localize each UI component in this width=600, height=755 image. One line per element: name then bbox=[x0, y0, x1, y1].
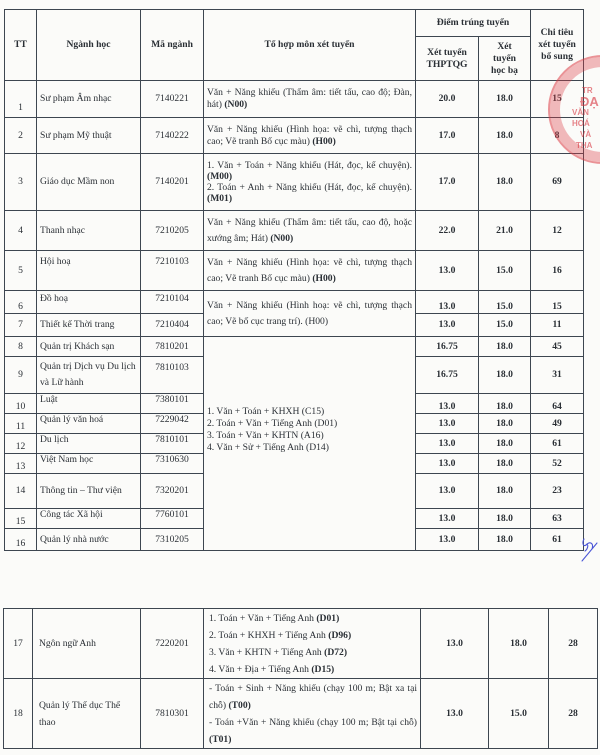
table-row bbox=[5, 118, 584, 154]
header-combo: Tổ hợp môn xét tuyển bbox=[204, 10, 416, 81]
table-row bbox=[5, 337, 584, 357]
row-tt: 16 bbox=[5, 529, 37, 551]
row-quota: 23 bbox=[531, 474, 584, 509]
row-quota: 16 bbox=[531, 251, 584, 291]
row-code: 7310205 bbox=[141, 529, 204, 551]
row-score-thptqg: 17.0 bbox=[416, 154, 479, 211]
row-score-hocba: 15.0 bbox=[479, 251, 531, 291]
row-tt: 8 bbox=[5, 337, 37, 357]
row-tt: 15 bbox=[5, 509, 37, 529]
row-score-thptqg: 13.0 bbox=[416, 509, 479, 529]
row-major: Quản trị Khách sạn bbox=[37, 337, 141, 357]
row-major: Sư phạm Mỹ thuật bbox=[37, 118, 141, 154]
header-score-thptqg: Xét tuyển THPTQG bbox=[416, 37, 479, 81]
row-quota: 28 bbox=[549, 609, 598, 679]
table-row bbox=[5, 211, 584, 251]
row-score-thptqg: 13.0 bbox=[416, 291, 479, 314]
row-tt: 17 bbox=[4, 609, 33, 679]
row-score-thptqg: 13.0 bbox=[416, 414, 479, 434]
table-row bbox=[5, 251, 584, 291]
row-tt: 13 bbox=[5, 454, 37, 474]
row-major: Hội hoạ bbox=[37, 251, 141, 291]
row-score-thptqg: 13.0 bbox=[421, 609, 489, 679]
row-score-hocba: 18.0 bbox=[479, 394, 531, 414]
header-major: Ngành học bbox=[37, 10, 141, 81]
row-code: 7140221 bbox=[141, 81, 204, 118]
row-tt: 14 bbox=[5, 474, 37, 509]
row-quota: 69 bbox=[531, 154, 584, 211]
table-row bbox=[5, 81, 584, 118]
row-score-hocba: 18.0 bbox=[479, 474, 531, 509]
table-row bbox=[5, 154, 584, 211]
row-quota: 12 bbox=[531, 211, 584, 251]
row-quota: 64 bbox=[531, 394, 584, 414]
row-major: Thông tin – Thư viện bbox=[37, 474, 141, 509]
row-code: 7810101 bbox=[141, 434, 204, 454]
row-major: Thiết kế Thời trang bbox=[37, 314, 141, 337]
row-combo: - Toán + Sinh + Năng khiếu (chạy 100 m; Bật xa tại chỗ) (T00) - Toán +Văn + Năng khiếu (chạy 100 m; Bật tại chỗ) (T01) bbox=[204, 679, 421, 749]
row-code: 7380101 bbox=[141, 394, 204, 414]
row-major: Sư phạm Âm nhạc bbox=[37, 81, 141, 118]
row-combo-shared-h00: Văn + Năng khiếu (Hình hoạ: vẽ chì, tượng thạch cao; Vẽ bố cục trang trí). (H00) bbox=[204, 291, 416, 337]
table-row bbox=[4, 679, 598, 749]
row-code: 7760101 bbox=[141, 509, 204, 529]
row-major: Đồ hoạ bbox=[37, 291, 141, 314]
row-major: Luật bbox=[37, 394, 141, 414]
row-quota: 15 bbox=[531, 81, 584, 118]
row-major: Quản lý văn hoá bbox=[37, 414, 141, 434]
row-tt: 10 bbox=[5, 394, 37, 414]
row-code: 7220201 bbox=[141, 609, 204, 679]
row-score-hocba: 15.0 bbox=[479, 291, 531, 314]
header-code: Mã ngành bbox=[141, 10, 204, 81]
row-score-hocba: 18.0 bbox=[479, 118, 531, 154]
row-quota: 61 bbox=[531, 529, 584, 551]
header-tt: TT bbox=[5, 10, 37, 81]
row-quota: 11 bbox=[531, 314, 584, 337]
row-code: 7810301 bbox=[141, 679, 204, 749]
row-score-thptqg: 13.0 bbox=[416, 474, 479, 509]
row-quota: 61 bbox=[531, 434, 584, 454]
table-row bbox=[4, 609, 598, 679]
row-score-hocba: 18.0 bbox=[479, 357, 531, 394]
table-row bbox=[5, 291, 584, 314]
row-score-hocba: 18.0 bbox=[479, 337, 531, 357]
row-score-hocba: 18.0 bbox=[489, 609, 549, 679]
official-stamp-text: TR ĐẠ VĂN HOÁ VÀ THA bbox=[572, 86, 599, 150]
row-score-thptqg: 13.0 bbox=[416, 251, 479, 291]
row-quota: 15 bbox=[531, 291, 584, 314]
row-score-thptqg: 13.0 bbox=[416, 454, 479, 474]
row-major: Ngôn ngữ Anh bbox=[33, 609, 141, 679]
row-code: 7140201 bbox=[141, 154, 204, 211]
row-score-thptqg: 13.0 bbox=[416, 314, 479, 337]
row-code: 7810103 bbox=[141, 357, 204, 394]
row-score-thptqg: 13.0 bbox=[416, 434, 479, 454]
row-code: 7229042 bbox=[141, 414, 204, 434]
row-tt: 9 bbox=[5, 357, 37, 394]
row-score-thptqg: 13.0 bbox=[421, 679, 489, 749]
admission-scores-table-continued bbox=[3, 608, 598, 749]
row-score-thptqg: 20.0 bbox=[416, 81, 479, 118]
row-score-hocba: 18.0 bbox=[479, 454, 531, 474]
row-major: Quản lý nhà nước bbox=[37, 529, 141, 551]
row-quota: 45 bbox=[531, 337, 584, 357]
row-major: Quản lý Thể dục Thể thao bbox=[33, 679, 141, 749]
row-tt: 5 bbox=[5, 251, 37, 291]
row-major: Việt Nam học bbox=[37, 454, 141, 474]
row-code: 7210404 bbox=[141, 314, 204, 337]
row-score-hocba: 18.0 bbox=[479, 509, 531, 529]
row-code: 7140222 bbox=[141, 118, 204, 154]
row-tt: 12 bbox=[5, 434, 37, 454]
row-tt: 6 bbox=[5, 291, 37, 314]
row-score-thptqg: 17.0 bbox=[416, 118, 479, 154]
row-tt: 2 bbox=[5, 118, 37, 154]
row-major: Quản trị Dịch vụ Du lịch và Lữ hành bbox=[37, 357, 141, 394]
row-quota: 52 bbox=[531, 454, 584, 474]
row-code: 7810201 bbox=[141, 337, 204, 357]
row-code: 7310630 bbox=[141, 454, 204, 474]
row-score-hocba: 18.0 bbox=[479, 529, 531, 551]
row-tt: 3 bbox=[5, 154, 37, 211]
row-score-thptqg: 13.0 bbox=[416, 394, 479, 414]
row-score-hocba: 18.0 bbox=[479, 81, 531, 118]
row-major: Thanh nhạc bbox=[37, 211, 141, 251]
row-quota: 31 bbox=[531, 357, 584, 394]
row-major: Công tác Xã hội bbox=[37, 509, 141, 529]
row-score-thptqg: 13.0 bbox=[416, 529, 479, 551]
row-major: Du lịch bbox=[37, 434, 141, 454]
row-combo: Văn + Năng khiếu (Hình họa: vẽ chì, tượng thạch cao; Vẽ tranh Bố cục màu) (H00) bbox=[204, 251, 416, 291]
row-combo: Văn + Năng khiếu (Hình họa: vẽ chì, tượng thạch cao; Vẽ tranh Bố cục màu) (H00) bbox=[204, 118, 416, 154]
header-score-group: Điểm trúng tuyển bbox=[416, 10, 531, 37]
row-tt: 7 bbox=[5, 314, 37, 337]
row-code: 7210103 bbox=[141, 251, 204, 291]
row-quota: 8 bbox=[531, 118, 584, 154]
row-tt: 4 bbox=[5, 211, 37, 251]
row-score-hocba: 18.0 bbox=[479, 414, 531, 434]
row-code: 7210104 bbox=[141, 291, 204, 314]
row-score-hocba: 15.0 bbox=[479, 314, 531, 337]
row-combo-shared-social: 1. Văn + Toán + KHXH (C15) 2. Toán + Văn + Tiếng Anh (D01) 3. Toán + Văn + KHTN (A16) 4. Văn + Sử + Tiếng Anh (D14) bbox=[204, 337, 416, 551]
row-quota: 63 bbox=[531, 509, 584, 529]
header-score-hocba: Xét tuyển học bạ bbox=[479, 37, 531, 81]
row-score-thptqg: 16.75 bbox=[416, 357, 479, 394]
row-score-hocba: 15.0 bbox=[489, 679, 549, 749]
row-combo: Văn + Năng khiếu (Thẩm âm: tiết tấu, cao độ, hoặc xướng âm; Hát) (N00) bbox=[204, 211, 416, 251]
row-score-thptqg: 16.75 bbox=[416, 337, 479, 357]
row-tt: 18 bbox=[4, 679, 33, 749]
header-quota: Chi tiêu xét tuyển bổ sung bbox=[531, 10, 584, 81]
row-combo: 1. Văn + Toán + Năng khiếu (Hát, đọc, kể chuyện). (M00) 2. Toán + Anh + Năng khiếu (Hát, đọc, kể chuyện). (M01) bbox=[204, 154, 416, 211]
row-combo: Văn + Năng khiếu (Thẩm âm: tiết tấu, cao độ; Đàn, hát) (N00) bbox=[204, 81, 416, 118]
row-combo: 1. Toán + Văn + Tiếng Anh (D01) 2. Toán + KHXH + Tiếng Anh (D96) 3. Văn + KHTN + Tiếng Anh (D72) 4. Văn + Địa + Tiếng Anh (D15) bbox=[204, 609, 421, 679]
row-quota: 49 bbox=[531, 414, 584, 434]
admission-scores-table bbox=[4, 9, 584, 551]
row-tt: 1 bbox=[5, 81, 37, 118]
row-tt: 11 bbox=[5, 414, 37, 434]
row-major: Giáo dục Mầm non bbox=[37, 154, 141, 211]
row-score-hocba: 18.0 bbox=[479, 434, 531, 454]
row-score-hocba: 18.0 bbox=[479, 154, 531, 211]
row-score-thptqg: 22.0 bbox=[416, 211, 479, 251]
row-score-hocba: 21.0 bbox=[479, 211, 531, 251]
row-code: 7320201 bbox=[141, 474, 204, 509]
row-quota: 28 bbox=[549, 679, 598, 749]
row-code: 7210205 bbox=[141, 211, 204, 251]
